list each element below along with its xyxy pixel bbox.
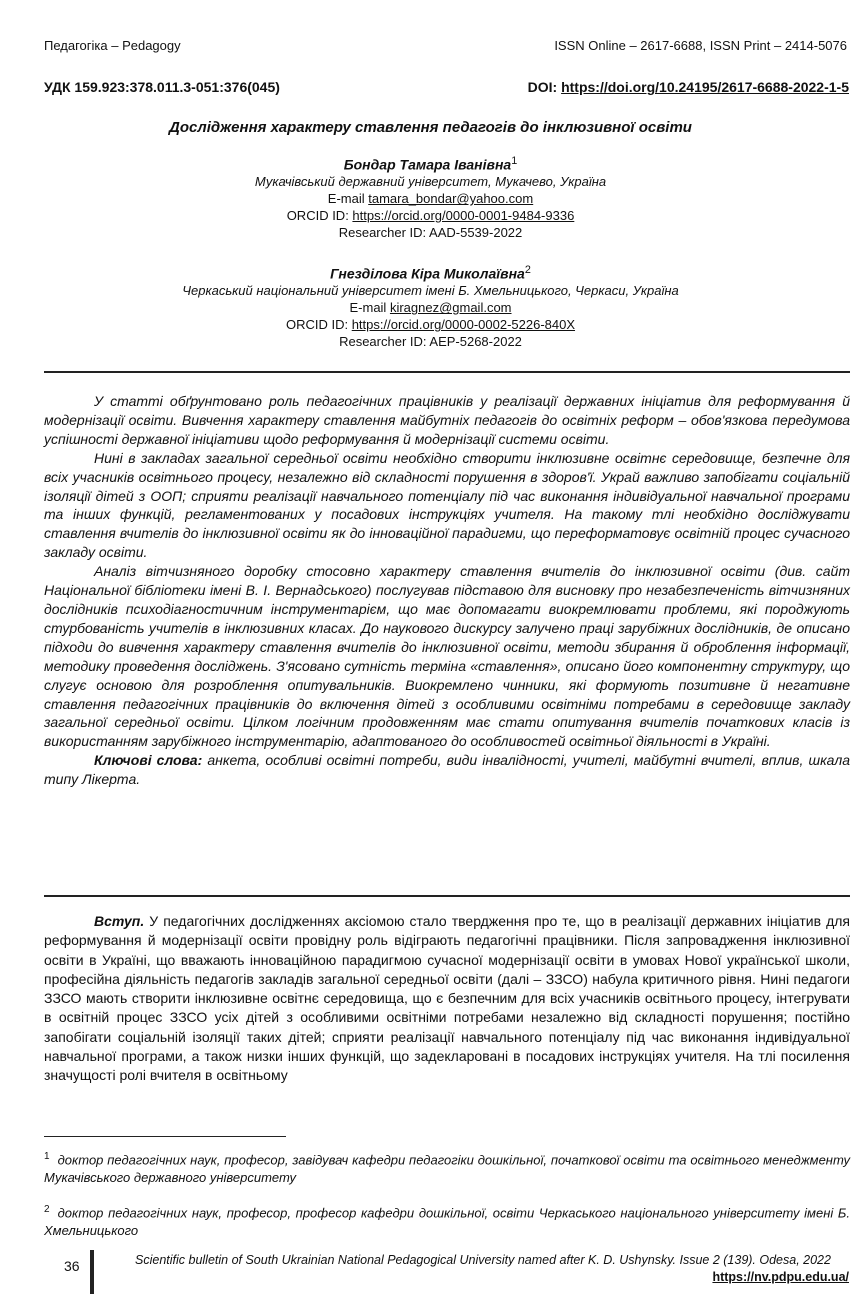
author-orcid: ORCID ID: https://orcid.org/0000-0002-5226-840X bbox=[285, 317, 576, 333]
email-link[interactable]: tamara_bondar@yahoo.com bbox=[368, 191, 534, 207]
author-email: E-mail tamara_bondar@yahoo.com bbox=[327, 191, 534, 207]
abstract bbox=[44, 392, 850, 789]
author-researcher-id: Researcher ID: AAD-5539-2022 bbox=[338, 225, 523, 241]
doi-link[interactable]: https://doi.org/10.24195/2617-6688-2022-1-5 bbox=[561, 79, 849, 95]
page-number-bar bbox=[90, 1250, 94, 1294]
introduction bbox=[44, 912, 850, 1086]
keywords-text: анкета, особливі освітні потреби, види інвалідності, учителі, майбутні вчителі, вплив, шкала типу Лікерта. bbox=[44, 752, 850, 788]
author-name: Бондар Тамара Іванівна$^1$ bbox=[343, 155, 518, 173]
author-orcid: ORCID ID: https://orcid.org/0000-0001-9484-9336 bbox=[286, 208, 575, 224]
footnote-rule bbox=[44, 1136, 286, 1137]
doi-line bbox=[528, 79, 849, 95]
intro-lead: Вступ. bbox=[94, 913, 145, 929]
footnote-2: $^2$ доктор педагогічних наук, професор, професор кафедри дошкільної, освіти Черкаського національного університету імені Б. Хмельницького bbox=[44, 1204, 850, 1238]
doi-label: DOI: bbox=[527, 79, 562, 95]
abstract-paragraph-3: Аналіз вітчизняного доробку стосовно характеру ставлення вчителів до інклюзивної освіти (див. сайт Національної бібліотеки імені В. І. Вернадського) послугував підставою для висновку про незабезпеченість вітчизняних дослідників психодіагностичним інструментарієм, що має допомагати виокремлювати проблеми, які породжують стурбованість учителів в інклюзивних класах. До наукового дискурсу залучено праці зарубіжних дослідників, де описано підходи до вивчення характеру ставлення вчителів до інклюзивної освіти, методи збирання й оброблення інформації, методику проведення досліджень. З'ясовано сутність терміна «ставлення», описано його компонентну структуру, що слугує основою для розроблення опитувальників. Виокремлено чинники, які формують позитивне й негативне ставлення педагогічних працівників до включення дітей з особливими освітніми потребами в середовище закладу загальної середньої освіти. Цілком логічним продовженням має стати опитування вчителів початкових класів із використанням зарубіжного інструментарію, адаптованого до особливостей освітньої діяльності в Україні. bbox=[44, 563, 850, 750]
author-footnote-mark: 1 bbox=[511, 155, 518, 167]
journal-citation: Scientific bulletin of South Ukrainian National Pedagogical University named after K. D. Ushynsky. Issue 2 (139). Odesa, 2022 bbox=[135, 1253, 831, 1267]
author-affiliation: Мукачівський державний університет, Мукачево, Україна bbox=[254, 174, 607, 190]
keywords bbox=[44, 751, 850, 789]
keywords-label: Ключові слова: bbox=[94, 752, 203, 769]
author-researcher-id: Researcher ID: AEP-5268-2022 bbox=[339, 334, 522, 350]
author-block-2 bbox=[0, 262, 861, 350]
email-link[interactable]: kiragnez@gmail.com bbox=[389, 300, 512, 316]
page-number: 36 bbox=[64, 1258, 80, 1274]
abstract-paragraph-2: Нині в закладах загальної середньої освіти необхідно створити інклюзивне освітнє середовище, безпечне для всіх учасників освітнього процесу, незалежно від складності порушення в здоров'ї. Украй важливо запобігати соціальній ізоляції дітей з ООП; сприяти реалізації навчального потенціалу під час виконання індивідуальної навчальної програми та інших функцій, регламентованих у посадових інструкціях учителя. На такому тлі необхідно досліджувати ставлення вчителів до інклюзивної освіти як до інноваційної парадигми, що переформатовує освітній процес сучасного закладу освіти. bbox=[44, 449, 850, 561]
author-footnote-mark: 2 bbox=[524, 264, 531, 276]
intro-text: У педагогічних дослідженнях аксіомою стало твердження про те, що в реалізації державних ініціатив для реформування й модернізації освіти провідну роль відіграють педагогічні працівники. Після запровадження інклюзивної освіти в Україні, що вважають інноваційною парадигмою сучасної модернізації освіти в умовах Нової української школи, професійна діяльність педагогів закладів загальної середньої освіти (далі – ЗЗСО) набула критичного рівня. Нині педагоги ЗЗСО мають створити інклюзивне освітнє середовища, що є безпечним для всіх учасників освітнього процесу, інтегрувати в освітній процес ЗЗСО усіх дітей з особливими освітніми потребами незалежно від складності порушення; постійно запобігати соціальній ізоляції таких дітей; сприяти реалізації навчального потенціалу під час виконання індивідуальної навчальної програми, а також низки інших функцій, що задекларовані в посадових інструкціях учителя. На тлі посилення значущості ролі вчителя в освітньому bbox=[44, 913, 850, 1084]
author-name: Гнезділова Кіра Миколаївна$^2$ bbox=[330, 264, 531, 282]
footnote-1: $^1$ доктор педагогічних наук, професор, завідувач кафедри педагогіки дошкільної, початкової освіти та освітнього менеджменту Мукачівського державного університету bbox=[44, 1151, 850, 1185]
intro-paragraph bbox=[44, 912, 850, 1086]
journal-url[interactable]: https://nv.pdpu.edu.ua/ bbox=[712, 1270, 849, 1284]
author-affiliation: Черкаський національний університет імені Б. Хмельницького, Черкаси, Україна bbox=[182, 283, 679, 299]
abstract-paragraph-1: У статті обґрунтовано роль педагогічних працівників у реалізації державних ініціатив для реформування й модернізації освіти. Вивчення характеру ставлення майбутніх педагогів до освітніх реформ – обов'язкова передумова успішності державної ініціативи щодо реформування й модернізації системи освіти. bbox=[44, 393, 850, 447]
abstract-top-rule bbox=[44, 371, 850, 373]
running-header-section: Педагогіка – Pedagogy bbox=[44, 38, 181, 53]
abstract-bottom-rule bbox=[44, 895, 850, 897]
running-header-issn: ISSN Online – 2617-6688, ISSN Print – 2414-5076 bbox=[554, 38, 847, 53]
orcid-link[interactable]: https://orcid.org/0000-0001-9484-9336 bbox=[352, 208, 575, 224]
udk-code: УДК 159.923:378.011.3-051:376(045) bbox=[44, 79, 280, 95]
article-title: Дослідження характеру ставлення педагогів до інклюзивної освіти bbox=[169, 119, 692, 136]
orcid-link[interactable]: https://orcid.org/0000-0002-5226-840X bbox=[351, 317, 576, 333]
author-block-1 bbox=[0, 153, 861, 241]
author-email: E-mail kiragnez@gmail.com bbox=[349, 300, 512, 316]
